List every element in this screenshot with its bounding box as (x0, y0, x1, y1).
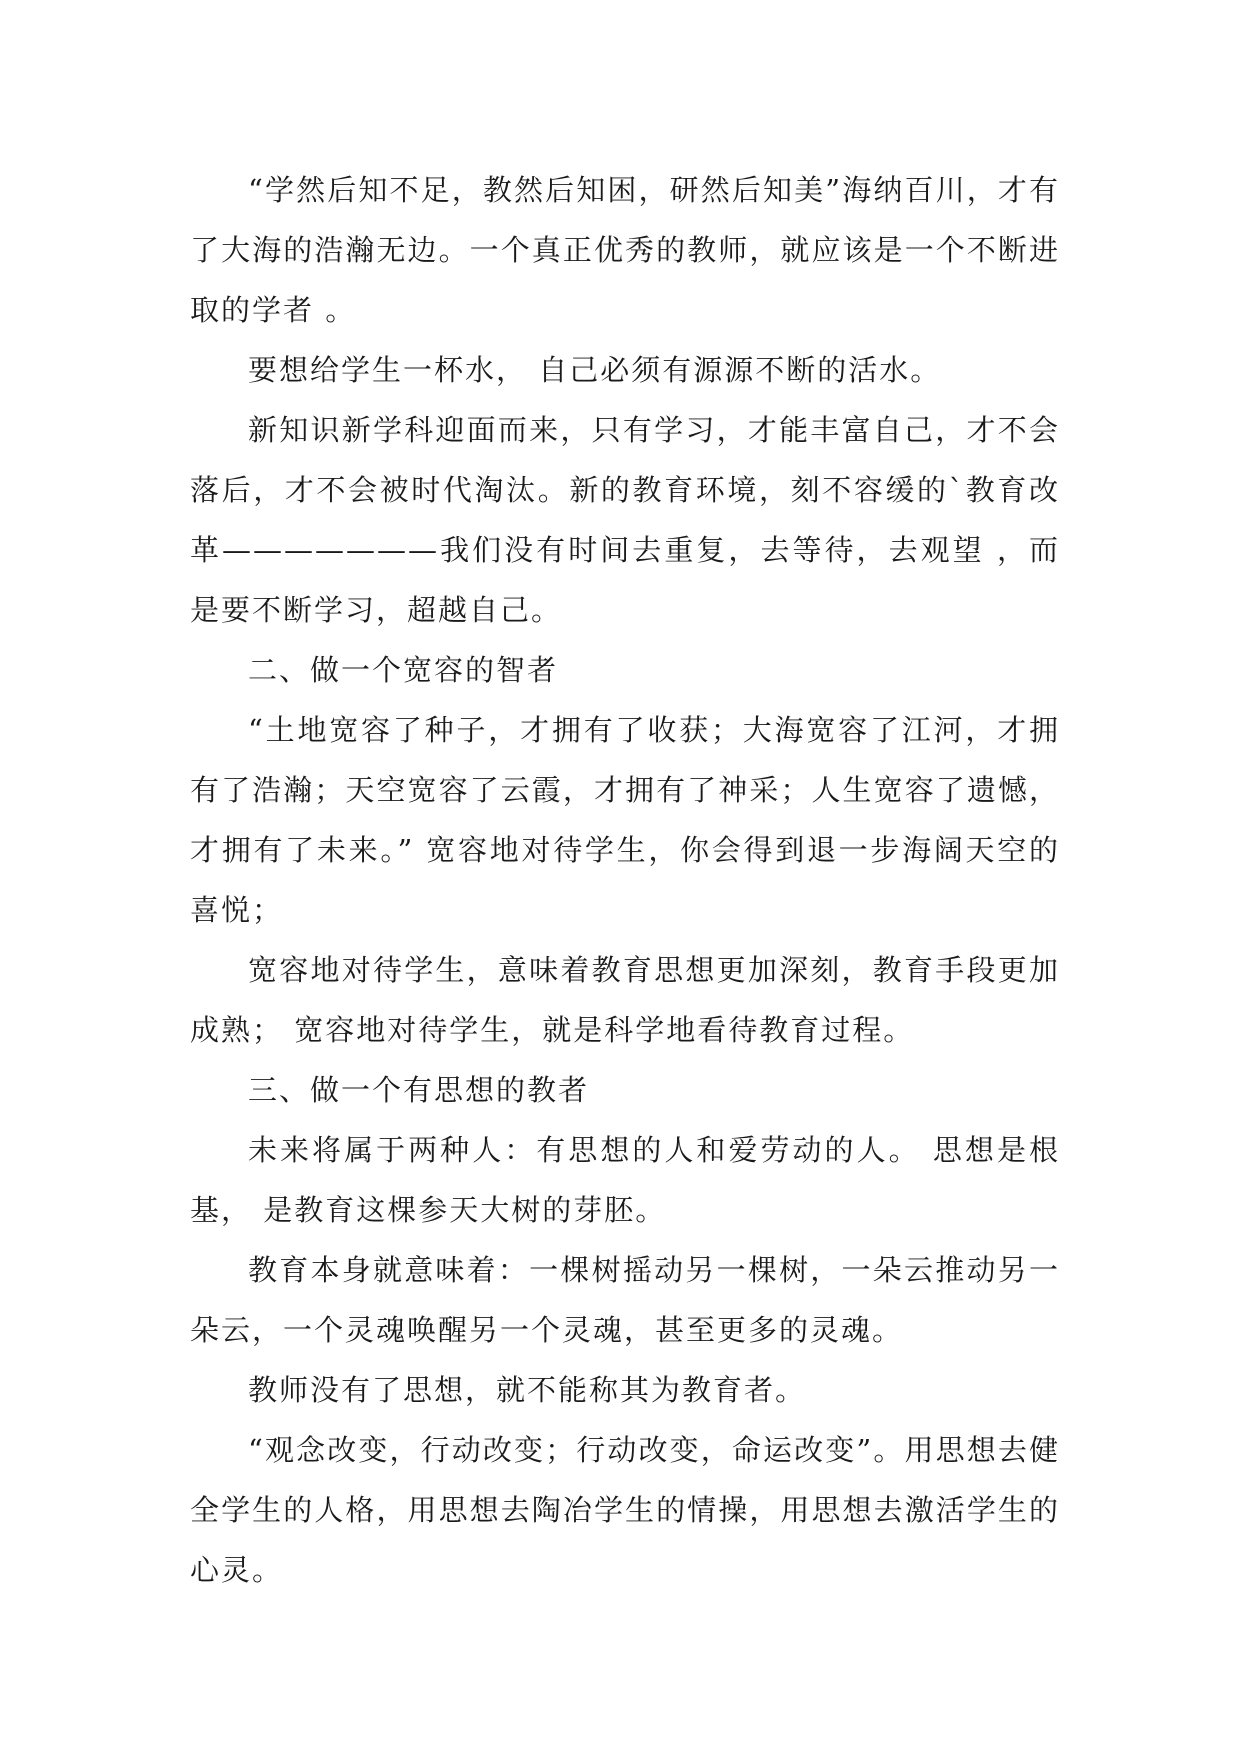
paragraph-tolerance-quote: “土地宽容了种子，才拥有了收获；大海宽容了江河，才拥有了浩瀚；天空宽容了云霞，才拥有了神采；人生宽容了遗憾，才拥有了未来。” 宽容地对待学生，你会得到退一步海阔天空的喜悦； (190, 713, 1060, 927)
paragraph-mindset-change: “观念改变，行动改变；行动改变，命运改变”。用思想去健全学生的人格，用思想去陶冶学生的情操，用思想去激活学生的心灵。 (190, 1433, 1060, 1587)
paragraph-education-essence: 教育本身就意味着：一棵树摇动另一棵树，一朵云推动另一朵云，一个灵魂唤醒另一个灵魂，甚至更多的灵魂。 (190, 1253, 1060, 1347)
paragraph-tolerance-meaning: 宽容地对待学生，意味着教育思想更加深刻，教育手段更加成熟； 宽容地对待学生，就是科学地看待教育过程。 (190, 953, 1060, 1047)
paragraph-teacher-thought: 教师没有了思想，就不能称其为教育者。 (248, 1373, 807, 1407)
paragraph-new-knowledge: 新知识新学科迎面而来，只有学习，才能丰富自己，才不会落后，才不会被时代淘汰。新的教育环境，刻不容缓的`教育改革———————我们没有时间去重复，去等待，去观望 ，而是要不断学习，超越自己。 (190, 413, 1060, 627)
section-heading-tolerant: 二、做一个宽容的智者 (248, 653, 559, 687)
paragraph-future: 未来将属于两种人：有思想的人和爱劳动的人。 思想是根基， 是教育这棵参天大树的芽胚。 (190, 1133, 1060, 1227)
paragraph-learning-quote: “学然后知不足，教然后知困，研然后知美”海纳百川，才有了大海的浩瀚无边。一个真正优秀的教师，就应该是一个不断进取的学者 。 (190, 173, 1060, 327)
document-body (190, 160, 1060, 1600)
paragraph-water: 要想给学生一杯水， 自己必须有源源不断的活水。 (248, 353, 942, 387)
section-heading-thinker: 三、做一个有思想的教者 (248, 1073, 590, 1107)
